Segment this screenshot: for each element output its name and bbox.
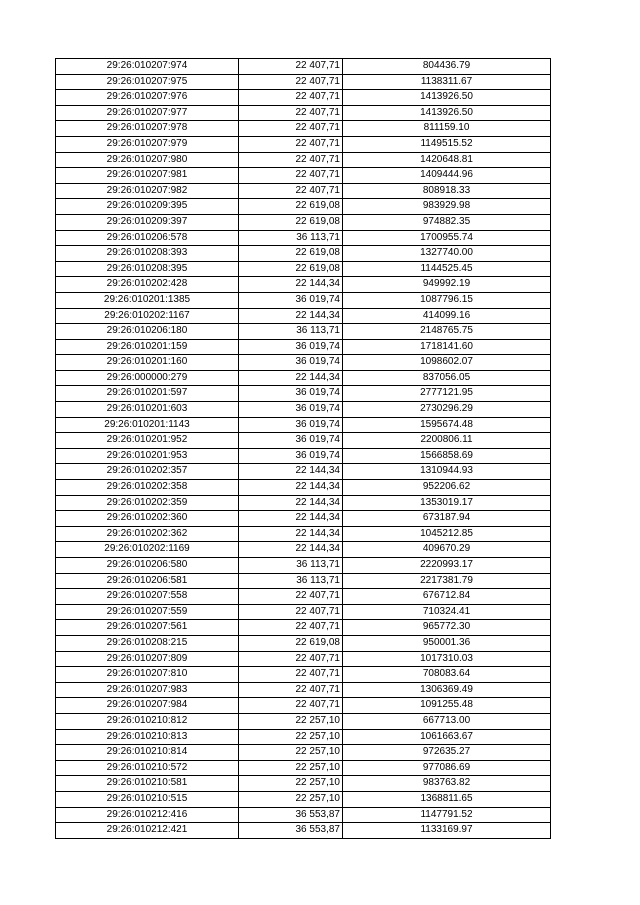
area-cell: 36 113,71 xyxy=(239,573,343,589)
table-row xyxy=(56,651,551,667)
cadastral-number-cell: 29:26:010207:558 xyxy=(56,589,239,605)
area-cell: 22 144,34 xyxy=(239,526,343,542)
value-cell: 1098602.07 xyxy=(343,355,551,371)
cadastral-number-cell: 29:26:010209:397 xyxy=(56,214,239,230)
area-cell: 22 619,08 xyxy=(239,199,343,215)
value-cell: 2217381.79 xyxy=(343,573,551,589)
cadastral-number-cell: 29:26:010207:978 xyxy=(56,121,239,137)
value-cell: 983929.98 xyxy=(343,199,551,215)
cadastral-number-cell: 29:26:010208:395 xyxy=(56,261,239,277)
cadastral-number-cell: 29:26:010206:580 xyxy=(56,558,239,574)
table-row xyxy=(56,324,551,340)
cadastral-number-cell: 29:26:010201:159 xyxy=(56,339,239,355)
table-row xyxy=(56,386,551,402)
cadastral-number-cell: 29:26:010201:1385 xyxy=(56,292,239,308)
table-row xyxy=(56,417,551,433)
area-cell: 22 407,71 xyxy=(239,90,343,106)
area-cell: 22 407,71 xyxy=(239,168,343,184)
area-cell: 22 144,34 xyxy=(239,370,343,386)
value-cell: 983763.82 xyxy=(343,776,551,792)
cadastral-number-cell: 29:26:010207:977 xyxy=(56,105,239,121)
table-row xyxy=(56,214,551,230)
table-row xyxy=(56,277,551,293)
area-cell: 36 019,74 xyxy=(239,402,343,418)
area-cell: 22 407,71 xyxy=(239,589,343,605)
area-cell: 22 257,10 xyxy=(239,760,343,776)
cadastral-number-cell: 29:26:010206:581 xyxy=(56,573,239,589)
area-cell: 22 407,71 xyxy=(239,651,343,667)
value-cell: 811159.10 xyxy=(343,121,551,137)
value-cell: 972635.27 xyxy=(343,745,551,761)
value-cell: 1061663.67 xyxy=(343,729,551,745)
cadastral-number-cell: 29:26:010207:810 xyxy=(56,667,239,683)
cadastral-number-cell: 29:26:010207:975 xyxy=(56,74,239,90)
cadastral-number-cell: 29:26:010206:180 xyxy=(56,324,239,340)
table-row xyxy=(56,604,551,620)
area-cell: 22 407,71 xyxy=(239,604,343,620)
value-cell: 1413926.50 xyxy=(343,90,551,106)
area-cell: 22 407,71 xyxy=(239,183,343,199)
value-cell: 1138311.67 xyxy=(343,74,551,90)
area-cell: 22 619,08 xyxy=(239,214,343,230)
cadastral-number-cell: 29:26:010201:160 xyxy=(56,355,239,371)
cadastral-number-cell: 29:26:010210:812 xyxy=(56,713,239,729)
cadastral-number-cell: 29:26:010207:976 xyxy=(56,90,239,106)
table-row xyxy=(56,542,551,558)
area-cell: 36 019,74 xyxy=(239,417,343,433)
table-row xyxy=(56,573,551,589)
area-cell: 22 407,71 xyxy=(239,59,343,75)
value-cell: 1327740.00 xyxy=(343,246,551,262)
value-cell: 1409444.96 xyxy=(343,168,551,184)
cadastral-number-cell: 29:26:010210:814 xyxy=(56,745,239,761)
cadastral-number-cell: 29:26:010212:421 xyxy=(56,823,239,839)
value-cell: 710324.41 xyxy=(343,604,551,620)
value-cell: 1091255.48 xyxy=(343,698,551,714)
value-cell: 1149515.52 xyxy=(343,136,551,152)
cadastral-number-cell: 29:26:010210:515 xyxy=(56,791,239,807)
value-cell: 808918.33 xyxy=(343,183,551,199)
table-row xyxy=(56,526,551,542)
table-row xyxy=(56,90,551,106)
table-row xyxy=(56,823,551,839)
table-row xyxy=(56,698,551,714)
cadastral-number-cell: 29:26:010207:979 xyxy=(56,136,239,152)
area-cell: 22 619,08 xyxy=(239,261,343,277)
cadastral-number-cell: 29:26:010207:559 xyxy=(56,604,239,620)
area-cell: 22 257,10 xyxy=(239,791,343,807)
value-cell: 1368811.65 xyxy=(343,791,551,807)
table-row xyxy=(56,682,551,698)
area-cell: 22 144,34 xyxy=(239,495,343,511)
cadastral-number-cell: 29:26:010202:362 xyxy=(56,526,239,542)
table-row xyxy=(56,713,551,729)
area-cell: 22 144,34 xyxy=(239,511,343,527)
table-row xyxy=(56,776,551,792)
value-cell: 2220993.17 xyxy=(343,558,551,574)
area-cell: 22 144,34 xyxy=(239,542,343,558)
cadastral-number-cell: 29:26:010201:952 xyxy=(56,433,239,449)
table-row xyxy=(56,448,551,464)
area-cell: 36 019,74 xyxy=(239,448,343,464)
value-cell: 950001.36 xyxy=(343,635,551,651)
table-row xyxy=(56,433,551,449)
table-row xyxy=(56,246,551,262)
area-cell: 22 407,71 xyxy=(239,105,343,121)
area-cell: 36 113,71 xyxy=(239,230,343,246)
cadastral-number-cell: 29:26:010208:393 xyxy=(56,246,239,262)
area-cell: 36 019,74 xyxy=(239,339,343,355)
value-cell: 1306369.49 xyxy=(343,682,551,698)
value-cell: 804436.79 xyxy=(343,59,551,75)
table-row xyxy=(56,74,551,90)
value-cell: 1017310.03 xyxy=(343,651,551,667)
cadastral-number-cell: 29:26:010207:984 xyxy=(56,698,239,714)
cadastral-number-cell: 29:26:010202:358 xyxy=(56,480,239,496)
cadastral-number-cell: 29:26:010207:980 xyxy=(56,152,239,168)
table-row xyxy=(56,620,551,636)
area-cell: 36 553,87 xyxy=(239,807,343,823)
cadastral-number-cell: 29:26:010206:578 xyxy=(56,230,239,246)
area-cell: 22 257,10 xyxy=(239,713,343,729)
table-row xyxy=(56,183,551,199)
table-row xyxy=(56,355,551,371)
table-row xyxy=(56,402,551,418)
table-row xyxy=(56,729,551,745)
area-cell: 22 407,71 xyxy=(239,698,343,714)
area-cell: 22 257,10 xyxy=(239,776,343,792)
area-cell: 22 407,71 xyxy=(239,152,343,168)
value-cell: 1353019.17 xyxy=(343,495,551,511)
value-cell: 708083.64 xyxy=(343,667,551,683)
table-row xyxy=(56,292,551,308)
table-row xyxy=(56,370,551,386)
table-row xyxy=(56,339,551,355)
value-cell: 667713.00 xyxy=(343,713,551,729)
area-cell: 22 407,71 xyxy=(239,667,343,683)
area-cell: 22 407,71 xyxy=(239,136,343,152)
table-row xyxy=(56,495,551,511)
table-row xyxy=(56,464,551,480)
table-row xyxy=(56,105,551,121)
cadastral-number-cell: 29:26:010201:953 xyxy=(56,448,239,464)
value-cell: 409670.29 xyxy=(343,542,551,558)
value-cell: 1700955.74 xyxy=(343,230,551,246)
value-cell: 414099.16 xyxy=(343,308,551,324)
cadastral-number-cell: 29:26:010207:982 xyxy=(56,183,239,199)
value-cell: 974882.35 xyxy=(343,214,551,230)
cadastral-number-cell: 29:26:010212:416 xyxy=(56,807,239,823)
cadastral-number-cell: 29:26:010207:981 xyxy=(56,168,239,184)
table-row xyxy=(56,480,551,496)
area-cell: 36 019,74 xyxy=(239,386,343,402)
cadastral-number-cell: 29:26:010201:597 xyxy=(56,386,239,402)
area-cell: 22 144,34 xyxy=(239,308,343,324)
table-row xyxy=(56,199,551,215)
cadastral-number-cell: 29:26:010202:357 xyxy=(56,464,239,480)
cadastral-number-cell: 29:26:010210:581 xyxy=(56,776,239,792)
area-cell: 36 019,74 xyxy=(239,292,343,308)
cadastral-number-cell: 29:26:010207:561 xyxy=(56,620,239,636)
table-row xyxy=(56,667,551,683)
area-cell: 22 619,08 xyxy=(239,635,343,651)
value-cell: 977086.69 xyxy=(343,760,551,776)
area-cell: 36 019,74 xyxy=(239,355,343,371)
value-cell: 2148765.75 xyxy=(343,324,551,340)
value-cell: 1144525.45 xyxy=(343,261,551,277)
table-row xyxy=(56,589,551,605)
table-row xyxy=(56,308,551,324)
table-row xyxy=(56,168,551,184)
cadastral-number-cell: 29:26:000000:279 xyxy=(56,370,239,386)
table-row xyxy=(56,558,551,574)
table-row xyxy=(56,59,551,75)
area-cell: 36 019,74 xyxy=(239,433,343,449)
cadastral-number-cell: 29:26:010202:360 xyxy=(56,511,239,527)
cadastral-number-cell: 29:26:010207:809 xyxy=(56,651,239,667)
table-row xyxy=(56,511,551,527)
area-cell: 22 144,34 xyxy=(239,480,343,496)
value-cell: 965772.30 xyxy=(343,620,551,636)
value-cell: 2200806.11 xyxy=(343,433,551,449)
area-cell: 36 113,71 xyxy=(239,558,343,574)
table-row xyxy=(56,807,551,823)
cadastral-number-cell: 29:26:010201:603 xyxy=(56,402,239,418)
value-cell: 1420648.81 xyxy=(343,152,551,168)
value-cell: 1413926.50 xyxy=(343,105,551,121)
value-cell: 2777121.95 xyxy=(343,386,551,402)
value-cell: 1310944.93 xyxy=(343,464,551,480)
value-cell: 1133169.97 xyxy=(343,823,551,839)
table-row xyxy=(56,791,551,807)
value-cell: 2730296.29 xyxy=(343,402,551,418)
cadastral-number-cell: 29:26:010210:813 xyxy=(56,729,239,745)
table-row xyxy=(56,230,551,246)
cadastral-number-cell: 29:26:010201:1143 xyxy=(56,417,239,433)
table-body xyxy=(56,59,551,839)
table-row xyxy=(56,121,551,137)
cadastral-number-cell: 29:26:010202:1169 xyxy=(56,542,239,558)
area-cell: 22 407,71 xyxy=(239,121,343,137)
area-cell: 22 144,34 xyxy=(239,464,343,480)
value-cell: 837056.05 xyxy=(343,370,551,386)
area-cell: 22 257,10 xyxy=(239,745,343,761)
area-cell: 22 407,71 xyxy=(239,74,343,90)
value-cell: 676712.84 xyxy=(343,589,551,605)
table-row xyxy=(56,136,551,152)
area-cell: 36 113,71 xyxy=(239,324,343,340)
value-cell: 952206.62 xyxy=(343,480,551,496)
area-cell: 22 407,71 xyxy=(239,682,343,698)
table-row xyxy=(56,152,551,168)
cadastral-number-cell: 29:26:010202:359 xyxy=(56,495,239,511)
table-row xyxy=(56,760,551,776)
value-cell: 1595674.48 xyxy=(343,417,551,433)
value-cell: 1147791.52 xyxy=(343,807,551,823)
area-cell: 36 553,87 xyxy=(239,823,343,839)
cadastral-number-cell: 29:26:010207:974 xyxy=(56,59,239,75)
area-cell: 22 407,71 xyxy=(239,620,343,636)
cadastral-number-cell: 29:26:010202:1167 xyxy=(56,308,239,324)
table-row xyxy=(56,261,551,277)
area-cell: 22 619,08 xyxy=(239,246,343,262)
cadastral-number-cell: 29:26:010209:395 xyxy=(56,199,239,215)
value-cell: 1566858.69 xyxy=(343,448,551,464)
cadastral-value-table xyxy=(55,58,551,839)
value-cell: 1718141.60 xyxy=(343,339,551,355)
value-cell: 949992.19 xyxy=(343,277,551,293)
value-cell: 1087796.15 xyxy=(343,292,551,308)
cadastral-number-cell: 29:26:010202:428 xyxy=(56,277,239,293)
cadastral-number-cell: 29:26:010210:572 xyxy=(56,760,239,776)
cadastral-number-cell: 29:26:010207:983 xyxy=(56,682,239,698)
area-cell: 22 257,10 xyxy=(239,729,343,745)
table-row xyxy=(56,635,551,651)
value-cell: 673187.94 xyxy=(343,511,551,527)
area-cell: 22 144,34 xyxy=(239,277,343,293)
value-cell: 1045212.85 xyxy=(343,526,551,542)
cadastral-number-cell: 29:26:010208:215 xyxy=(56,635,239,651)
table-row xyxy=(56,745,551,761)
